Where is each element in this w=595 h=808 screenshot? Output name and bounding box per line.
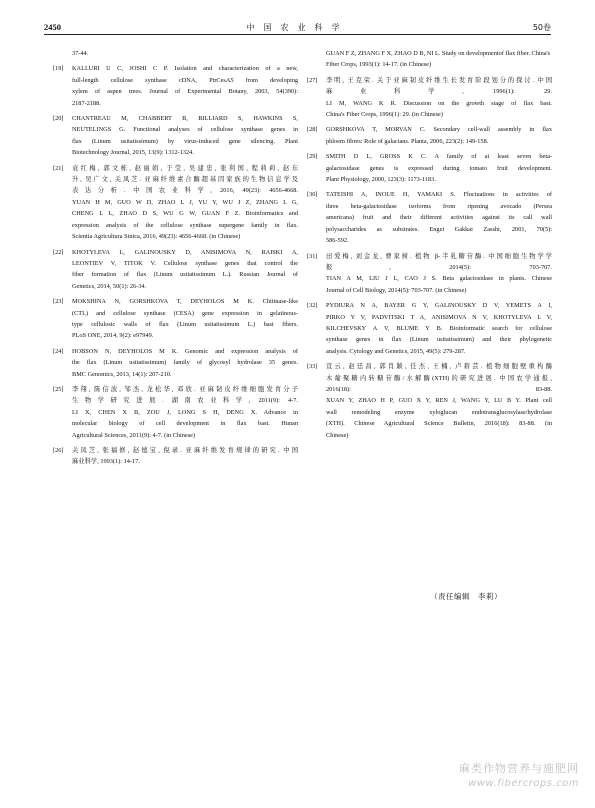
reference-line: 生物学研究进展. 湖南农业科学, 2011(9): 4-7. — [72, 397, 298, 405]
reference-line: KALLURI U C, JOSHI C P. Isolation and characterization of a new, — [72, 65, 298, 73]
reference-line: PIRKO Y V, PADVITSKI T A, ANISIMOVA N V, KHOTYLEVA L V, — [326, 313, 552, 321]
reference-entry — [307, 361, 552, 441]
reference-entry — [53, 296, 298, 342]
reference-continuation — [307, 48, 552, 71]
reference-line: 表达分析. 中国农业科学, 2016, 49(23): 4656-4668. — [72, 187, 298, 195]
reference-line: 37-44. — [72, 50, 89, 57]
reference-number: [26] — [53, 447, 64, 454]
references-left-column — [53, 48, 298, 472]
reference-line: the flax (Linum usitatissimum) family of glycosyl hydrolase 35 genes. — [72, 359, 298, 367]
reference-line: TATEISHI A, INOUE H, YAMAKI S. Fluctuations in activities of — [326, 191, 552, 199]
reference-entry — [53, 346, 298, 380]
reference-line: Scientia Agricultura Sinica, 2016, 49(23): 4656-4668. (in Chinese) — [72, 233, 241, 241]
reference-line: synthase genes in flax (Linum usitatissimum) and their phylogenetic — [326, 336, 552, 344]
reference-line: GUAN F Z, ZHANG F X, ZHAO D B, NI L. Study on development — [326, 50, 499, 57]
reference-number: [31] — [307, 252, 318, 260]
reference-line: analysis. Cytology and Genetics, 2015, 49(5): 279-287. — [326, 347, 466, 355]
volume-label: 50卷 — [532, 23, 551, 32]
reference-entry — [53, 163, 298, 243]
reference-number: [30] — [307, 191, 318, 199]
reference-line: 李翔, 陈信波, 邹杰, 龙松华, 邓欣. 亚麻韧皮纤维细胞发育分子 — [72, 385, 298, 393]
reference-line: 586-592. — [326, 237, 349, 245]
reference-number: [19] — [53, 65, 64, 73]
reference-line: 木葡聚糖内转糖苷酶/水解酶(XTH)的研究进展. 中国农学通报, — [326, 374, 552, 382]
reference-line: PYDIURA N A, BAYER G Y, GALINOUSKY D V, YEMETS A I, — [326, 302, 552, 310]
reference-line: Journal of Cell Biology, 2014(5): 703-707. (in Chinese) — [326, 286, 467, 294]
reference-line: full-length cellulose synthase cDNA, PtrCesA5 from developing — [72, 76, 298, 84]
reference-number: [25] — [53, 385, 64, 393]
reference-entry — [307, 189, 552, 246]
reference-number: [27] — [307, 76, 318, 84]
watermark-text: 麻类作物营养与施肥网 — [459, 762, 579, 775]
reference-line: 麻业科学, 1993(1): 14-17. — [72, 458, 140, 466]
reference-line: 田爱梅, 刘金龙, 曹家树. 植物 β-半乳糖苷酶. 中国细胞生物学学 — [326, 252, 552, 260]
reference-entry — [53, 247, 298, 293]
reference-line: Genetics, 2014, 50(1): 26-34. — [72, 282, 147, 290]
reference-line: 麻业科学, 1996(1): 29. — [326, 88, 552, 96]
reference-line: CHENG L L, ZHAO D S, WU G W, GUAN F Z. Bioinformatics and — [72, 210, 298, 218]
reference-entry — [307, 151, 552, 185]
reference-line: expression analysis of the cellulose synthase supergene family in flax. — [72, 221, 298, 229]
reference-line: 2016(18): 83-88. — [326, 385, 552, 393]
reference-line: galactosidase genes is expressed during tomato fruit development. — [326, 164, 552, 172]
reference-line: SMITH D L, GROSS K C. A family of at least seven beta- — [326, 153, 552, 161]
reference-line: type cellulosic walls of flax (Linum usitatissimum L.) bast fibers. — [72, 320, 298, 328]
reference-line: of flax fiber. China's Fiber Crops, 1993(1): 14-17. (in Chinese) — [326, 50, 551, 69]
reference-number: [24] — [53, 347, 64, 355]
reference-line: fiber formation of flax (Linum usitatissimum L.). Russian Journal of — [72, 271, 298, 279]
reference-line: LEONTIEV V, TITOK V. Cellulose synthase genes that control the — [72, 259, 298, 267]
reference-line: 袁红梅, 郭文栋, 赵丽娟, 于莹, 吴建忠, 张利国, 程莉莉, 赵东 — [72, 164, 298, 172]
reference-line: China's Fiber Crops, 1996(1): 29. (in Chinese) — [326, 111, 443, 119]
reference-number: [23] — [53, 298, 64, 306]
reference-number: [21] — [53, 164, 64, 172]
reference-line: xylem of aspen trees. Journal of Experimental Botany, 2003, 54(390): — [72, 88, 298, 96]
reference-line: (XTH). Chinese Agricultural Science Bulletin, 2016(18): 83-88. (in — [326, 420, 552, 428]
reference-line: americana) fruit and their different activities against its call wall — [326, 214, 552, 222]
reference-entry — [53, 384, 298, 441]
responsible-editor: （责任编辑 李莉） — [430, 592, 502, 601]
reference-entry — [53, 113, 298, 159]
reference-line: GORSHKOVA T, MORVAN C. Secondary cell-wall assembly in flax — [326, 126, 552, 134]
reference-line: BMC Genomics, 2013, 14(1): 207-210. — [72, 370, 172, 378]
reference-entry — [307, 124, 552, 147]
reference-line: NEUTELINGS G. Functional analyses of cellulose synthase genes in — [72, 126, 298, 134]
reference-number: [22] — [53, 248, 64, 256]
reference-line: XUAN Y, ZHAO H P, GUO X Y, REN J, WANG Y, LU B Y. Plant cell — [326, 397, 552, 405]
reference-line: YUAN H M, GUO W D, ZHAO L J, YU Y, WU J Z, ZHANG L G, — [72, 198, 298, 206]
reference-line: KILCHEVSKY A V, BLUME Y B. Bioinformatic search for cellulose — [326, 324, 552, 332]
reference-line: 2187-2188. — [72, 99, 101, 107]
reference-line: KHOTYLEVA L, GALINOUSKY D, ANISIMOVA N, RAISKI A, — [72, 248, 298, 256]
journal-name: 中国农业科学 — [246, 23, 349, 32]
reference-line: HOBSON N, DEYHOLOS M K. Genomic and expression analysis of — [72, 347, 298, 355]
reference-entry — [307, 300, 552, 357]
reference-line: three beta-galactosidase isoforms from ripening avocado (Persea — [326, 202, 552, 210]
reference-line: wall remodeling enzyme xyloglucan endotransglucosylase/hydrolase — [326, 408, 552, 416]
reference-number: [33] — [307, 363, 318, 371]
page-number: 2450 — [44, 22, 61, 32]
reference-entry — [53, 445, 298, 468]
reference-line: Plant Physiology, 2000, 123(3): 1173-1183. — [326, 176, 436, 184]
reference-line: 关凤芝, 张福修, 赵德宝, 倪录. 亚麻纤维发育规律的研究. 中国 — [72, 447, 298, 454]
reference-line: 李明, 王克荣. 关于亚麻韧皮纤维生长发育阶段划分的探讨. 中国 — [326, 76, 552, 84]
reference-line: PLoS ONE, 2014, 9(2): e97949. — [72, 332, 154, 340]
reference-line: CHANTREAU M, CHABBERT B, BILLIARD S, HAWKINS S, — [72, 115, 298, 123]
reference-line: TIAN A M, LIU J L, CAO J S. Beta galactosidase in plants. Chinese — [326, 275, 552, 283]
reference-line: molecular biology of cell development in flax bast. Hunan — [72, 420, 298, 428]
watermark-url: www.fibercrops.com — [468, 778, 579, 789]
reference-continuation — [53, 48, 298, 59]
reference-number: [20] — [53, 115, 64, 123]
reference-line: phloem fibres: Role of galactans. Planta, 2006, 223(2): 149-158. — [326, 137, 489, 145]
reference-line: LI X, CHEN X B, ZOU J, LONG S H, DENG X. Advance in — [72, 408, 298, 416]
reference-line: 宣云, 赵廷昌, 郭肖颖, 任杰, 王楠, 卢碧芸. 植物细胞壁重构酶 — [326, 363, 552, 371]
reference-number: [29] — [307, 153, 318, 161]
reference-entry — [53, 63, 298, 109]
page-header — [44, 20, 551, 35]
reference-line: polysaccharides as substrates. Engei Gakkai Zasshi, 2001, 70(5): — [326, 225, 552, 233]
reference-entry — [307, 251, 552, 297]
reference-number: [28] — [307, 126, 318, 134]
reference-line: 升, 吴广文, 关凤芝. 亚麻纤维素合酶超基因家族的生物信息学及 — [72, 176, 298, 184]
reference-line: Chinese) — [326, 431, 349, 439]
reference-line: (CTL) and cellulose synthase (CESA) gene expression in gelatinous- — [72, 309, 298, 317]
reference-entry — [307, 75, 552, 121]
references-right-column — [307, 48, 552, 445]
reference-number: [32] — [307, 302, 318, 310]
reference-line: LI M, WANG K R. Discussion on the growth stage of flax bast. — [326, 99, 552, 107]
reference-line: flax (Linum usitatissimum) by virus-induced gene silencing. Plant — [72, 137, 298, 145]
reference-line: Agricultural Sciences, 2011(9): 4-7. (in Chinese) — [72, 431, 196, 439]
reference-line: 报, 2014(5): 703-707. — [326, 263, 552, 271]
reference-line: MOKSHINA N, GORSHKOVA T, DEYHOLOS M K. Chitinase-like — [72, 298, 298, 306]
reference-line: Biotechnology Journal, 2015, 13(9): 1312-1324. — [72, 149, 194, 157]
